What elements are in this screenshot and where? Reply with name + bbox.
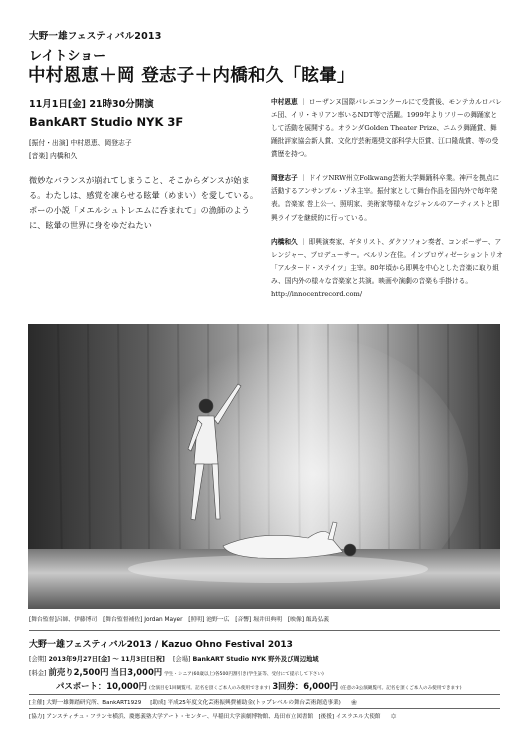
bio-separator: ｜ [299,174,307,183]
agency-emblem-icon: ❀ [350,698,358,707]
bios-column [271,96,503,312]
organizer-label: [主催] [29,700,45,706]
staff-credits: [舞台監督]呂師、伊藤博司 [舞台監督補佐] Jordan Mayer [照明] 池野一広 [音響] 堀井田典明 [映像] 飯島弘義 [29,617,330,623]
grant-label: [助成] [150,700,166,706]
period-value: 2013年9月27日[金] ～ 11月3日[日祝] [48,656,165,663]
bio-name: 内橋和久 [271,237,298,246]
event-info-column [29,96,261,233]
ticket3-label: 3回券： [272,681,304,691]
credit-choreography: [振付・出演] 中村恩恵、岡登志子 [29,139,132,147]
work-description: 微妙なバランスが崩れてしまうこと、そこからダンスが始まる。わたしは、感覚を凍らせる眩暈（めまい）を愛している。ポーの小説「メエルシュトレエムに呑まれて」の漁師のように、眩暈の世界に身をゆだねたい [29,174,259,231]
footer-divider [29,708,500,709]
performance-photo [28,324,500,609]
support-label: [後援] [318,714,335,720]
period-line [29,654,319,663]
cooperation-detail: 、慶應義塾大学アート・センター、早稲田大学演劇博物館、島田市立図書館 [123,714,314,720]
discount-note: 学生・シニア(60歳以上)各500円割引き(学生証等、受付にて提示して下さい) [164,672,324,677]
passport-note: (全演目を1回観覧可。記名を頂くご本人のみ使用できます) [148,686,271,691]
grant-value: 平成25年度文化芸術振興費補助金(トップレベルの舞台芸術創造事業) [167,700,341,706]
footer-divider [29,694,500,695]
presale-price: 前売り2,500円 [48,667,109,677]
bio-text: ローザンヌ国際バレエコンクールにて受賞後、モンテカルロバレエ団、イリ・キリアン率いるNDT等で活躍。1999年よりフリーの舞踊家として活動を展開する。オランダGolden Theater Prize、ニムラ舞踊賞、舞踊批評家協会新人賞、文化庁芸術選奨文部科学大臣賞、江口隆哉賞、等の受賞歴を持つ。 [271,98,502,159]
passport-label: パスポート： [56,681,107,691]
ticket3-note: (任意の3公演観覧可。記名を頂くご本人のみ使用できます) [340,686,462,691]
passport-price: 10,000円 [106,681,147,691]
cooperation-line [29,712,397,721]
bio-name: 中村恩恵 [271,98,298,106]
bio-text: ドイツNRW州立Folkwang芸術大学舞踊科卒業。神戸を拠点に活動するアンサンブル・ゾネ主宰。振付家として舞台作品を国内外で毎年発表。音楽家 巻上公一、照明家、美術家等様々なジャンルのアーティストと即興ライブを継続的に行っている。 [271,174,500,222]
organizer-line [29,698,357,707]
door-price: 当日3,000円 [110,667,163,677]
performance-title: 中村恩恵＋岡 登志子＋内橋和久「眩暈」 [28,66,355,86]
performance-date: 11月1日[金] 21時30分開演 [29,99,154,110]
embassy-emblem-icon: ✡ [390,712,397,721]
festival-label: 大野一雄フェスティバル2013 [29,31,162,42]
bio-separator: ｜ [299,98,307,106]
venue-value: BankART Studio NYK 野外及び周辺地域 [192,656,319,663]
period-label: [会期] [29,656,47,663]
bio-name: 岡登志子 [271,174,298,183]
bio-uchihashi [271,236,503,301]
credit-music: [音楽] 内橋和久 [29,151,78,160]
festival-banner: 大野一雄フェスティバル2013 / Kazuo Ohno Festival 2013 [29,640,293,650]
bio-text: 即興演奏家、ギタリスト、ダクソフォン奏者、コンポーザー、アレンジャー、プロデューサー。ベルリン在住。インプロヴィゼーショントリオ「アルタード・ステイツ」主宰。80年頃から即興を中心とした音楽に取り組み、国内外の様々な音楽家と共演。映画や演劇の音楽も手掛ける。http://innocentrecord.com/ [271,237,503,298]
bio-separator: ｜ [299,237,307,246]
footer-divider [29,630,500,631]
passport-line [56,680,462,692]
cooperation-value: アンスティチュ・フランセ横浜 [46,714,124,720]
late-show-subtitle: レイトショー [29,49,107,64]
fee-line [29,666,324,678]
fee-label: [料金] [29,670,47,677]
bio-oka [271,172,503,224]
bio-nakamura [271,96,503,161]
venue-label: [会場] [172,656,191,663]
cooperation-label: [協力] [29,714,45,720]
performance-venue: BankART Studio NYK 3F [29,115,184,129]
support-value: イスラエル大使館 [335,714,381,720]
ticket3-price: 6,000円 [303,681,339,691]
organizer-value: 大野一雄舞踏研究所、BankART1929 [46,700,142,706]
